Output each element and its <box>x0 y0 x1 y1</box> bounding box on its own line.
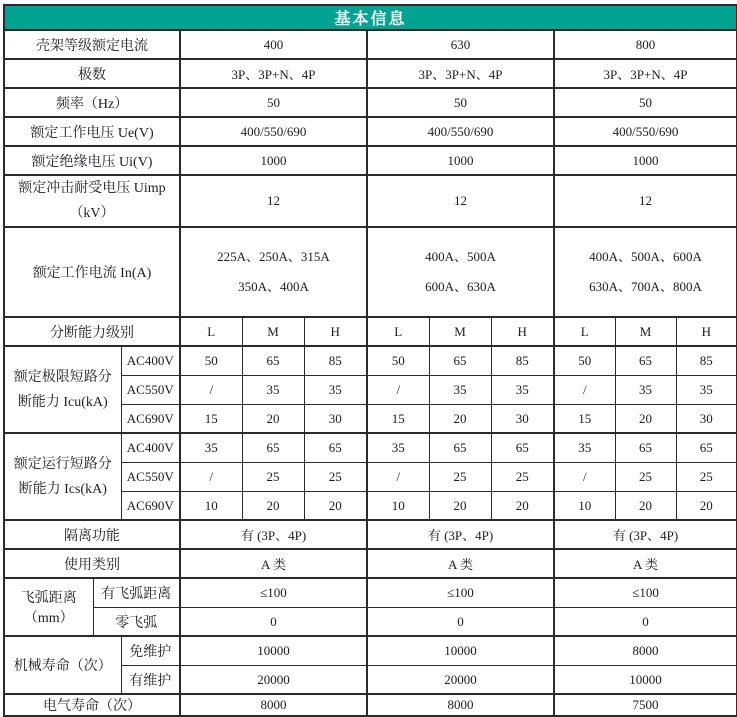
arc-value: ≤100 <box>554 578 737 607</box>
frequency-label: 频率（Hz） <box>4 88 180 117</box>
ics-cell: 20 <box>304 491 367 520</box>
ics-cell: 65 <box>615 433 676 462</box>
ics-cell: / <box>180 462 242 491</box>
isolation-value: 有 (3P、4P) <box>554 520 737 549</box>
uimp-label-line1: 额定冲击耐受电压 Uimp <box>18 181 166 196</box>
row-breaking-grade <box>4 317 737 346</box>
ics-cell: 25 <box>676 462 737 491</box>
ics-cell: 25 <box>242 462 304 491</box>
basic-info-table <box>3 4 737 717</box>
icu-label-line2: 断能力 Icu(kA) <box>17 394 108 410</box>
mech-value: 20000 <box>367 665 554 694</box>
row-frequency <box>4 88 737 117</box>
ics-cell: 25 <box>615 462 676 491</box>
icu-cell: 35 <box>491 375 554 404</box>
uimp-value: 12 <box>367 175 554 227</box>
icu-cell: / <box>367 375 429 404</box>
ui-value: 1000 <box>180 146 367 175</box>
poles-value: 3P、3P+N、4P <box>554 59 737 88</box>
in-current-value <box>180 227 367 317</box>
ue-value: 400/550/690 <box>180 117 367 146</box>
icu-cell: 65 <box>242 346 304 375</box>
in-current-line: 630A、700A、800A <box>589 279 702 295</box>
row-elec-life <box>4 694 737 716</box>
ics-cell: 25 <box>491 462 554 491</box>
icu-cell: 85 <box>304 346 367 375</box>
ics-cell: 65 <box>491 433 554 462</box>
ics-cell: / <box>367 462 429 491</box>
isolation-value: 有 (3P、4P) <box>367 520 554 549</box>
row-icu-ac400v <box>4 346 737 375</box>
in-current-line: 600A、630A <box>425 279 496 295</box>
ics-sub-label: AC690V <box>121 491 180 520</box>
in-current-label: 额定工作电流 In(A) <box>4 227 180 317</box>
icu-cell: 30 <box>491 404 554 433</box>
ue-value: 400/550/690 <box>367 117 554 146</box>
icu-cell: 35 <box>242 375 304 404</box>
ics-cell: 35 <box>180 433 242 462</box>
icu-cell: 50 <box>367 346 429 375</box>
row-ics-ac400v <box>4 433 737 462</box>
row-poles <box>4 59 737 88</box>
in-current-line: 400A、500A <box>425 249 496 265</box>
ics-label-line1: 额定运行短路分 <box>13 456 112 472</box>
ics-cell: / <box>554 462 615 491</box>
ics-cell: 65 <box>676 433 737 462</box>
elec-life-label: 电气寿命（次） <box>4 694 180 716</box>
ui-value: 1000 <box>554 146 737 175</box>
poles-value: 3P、3P+N、4P <box>180 59 367 88</box>
row-uimp <box>4 175 737 227</box>
arc-value: ≤100 <box>180 578 367 607</box>
row-frame-current <box>4 30 737 59</box>
arc-value: 0 <box>180 607 367 636</box>
in-current-line: 225A、250A、315A <box>217 249 330 265</box>
elec-value: 8000 <box>367 694 554 716</box>
frequency-value: 50 <box>367 88 554 117</box>
arc-sub-label: 有飞弧距离 <box>93 578 180 607</box>
elec-value: 8000 <box>180 694 367 716</box>
ics-cell: 35 <box>367 433 429 462</box>
mech-value: 8000 <box>554 636 737 665</box>
in-current-value <box>367 227 554 317</box>
grade-cell: H <box>676 317 737 346</box>
icu-cell: 15 <box>367 404 429 433</box>
grade-cell: L <box>180 317 242 346</box>
ics-cell: 35 <box>554 433 615 462</box>
grade-cell: H <box>491 317 554 346</box>
icu-cell: 65 <box>615 346 676 375</box>
icu-cell: 30 <box>304 404 367 433</box>
icu-cell: 50 <box>554 346 615 375</box>
frame-current-value: 800 <box>554 30 737 59</box>
grade-cell: M <box>242 317 304 346</box>
mech-sub-label: 免维护 <box>121 636 180 665</box>
ics-cell: 10 <box>554 491 615 520</box>
ics-cell: 65 <box>242 433 304 462</box>
icu-cell: 35 <box>615 375 676 404</box>
ics-cell: 10 <box>367 491 429 520</box>
frequency-value: 50 <box>180 88 367 117</box>
ics-cell: 25 <box>429 462 491 491</box>
icu-cell: 85 <box>676 346 737 375</box>
ics-cell: 20 <box>615 491 676 520</box>
frame-current-value: 400 <box>180 30 367 59</box>
ics-cell: 20 <box>429 491 491 520</box>
icu-cell: 50 <box>180 346 242 375</box>
ics-cell: 20 <box>491 491 554 520</box>
grade-cell: M <box>615 317 676 346</box>
isolation-value: 有 (3P、4P) <box>180 520 367 549</box>
ui-label: 额定绝缘电压 Ui(V) <box>4 146 180 175</box>
icu-cell: 65 <box>429 346 491 375</box>
arc-value: ≤100 <box>367 578 554 607</box>
icu-sub-label: AC550V <box>121 375 180 404</box>
row-mech-life-free <box>4 636 737 665</box>
icu-label <box>4 346 121 433</box>
uimp-label <box>4 175 180 227</box>
ics-label <box>4 433 121 520</box>
row-ue <box>4 117 737 146</box>
row-zero-arc <box>4 607 737 636</box>
category-label: 使用类别 <box>4 549 180 578</box>
uimp-value: 12 <box>180 175 367 227</box>
uimp-value: 12 <box>554 175 737 227</box>
arc-label <box>4 578 93 636</box>
grade-cell: L <box>367 317 429 346</box>
icu-cell: 30 <box>676 404 737 433</box>
ue-value: 400/550/690 <box>554 117 737 146</box>
arc-value: 0 <box>367 607 554 636</box>
icu-cell: 35 <box>304 375 367 404</box>
row-category <box>4 549 737 578</box>
icu-cell: 20 <box>615 404 676 433</box>
category-value: A 类 <box>554 549 737 578</box>
elec-value: 7500 <box>554 694 737 716</box>
mech-value: 20000 <box>180 665 367 694</box>
grade-cell: L <box>554 317 615 346</box>
ics-cell: 10 <box>180 491 242 520</box>
icu-sub-label: AC400V <box>121 346 180 375</box>
ics-cell: 65 <box>304 433 367 462</box>
row-isolation <box>4 520 737 549</box>
in-current-line: 350A、400A <box>238 279 309 295</box>
icu-cell: 35 <box>676 375 737 404</box>
mech-life-label: 机械寿命（次） <box>4 636 121 694</box>
grade-cell: M <box>429 317 491 346</box>
arc-value: 0 <box>554 607 737 636</box>
arc-label-line1: 飞弧距离 <box>20 591 77 607</box>
frequency-value: 50 <box>554 88 737 117</box>
ui-value: 1000 <box>367 146 554 175</box>
poles-value: 3P、3P+N、4P <box>367 59 554 88</box>
ics-cell: 20 <box>242 491 304 520</box>
row-in-current <box>4 227 737 317</box>
ics-cell: 65 <box>429 433 491 462</box>
icu-cell: 15 <box>554 404 615 433</box>
category-value: A 类 <box>367 549 554 578</box>
in-current-value <box>554 227 737 317</box>
frame-current-value: 630 <box>367 30 554 59</box>
arc-label-line2: （mm） <box>23 611 74 627</box>
icu-cell: / <box>180 375 242 404</box>
uimp-label-line2: （kV） <box>69 206 115 222</box>
arc-sub-label: 零飞弧 <box>93 607 180 636</box>
icu-cell: 85 <box>491 346 554 375</box>
ics-cell: 25 <box>304 462 367 491</box>
mech-value: 10000 <box>367 636 554 665</box>
mech-value: 10000 <box>554 665 737 694</box>
icu-sub-label: AC690V <box>121 404 180 433</box>
grade-cell: H <box>304 317 367 346</box>
mech-value: 10000 <box>180 636 367 665</box>
table-title: 基本信息 <box>4 5 737 30</box>
ics-cell: 20 <box>676 491 737 520</box>
row-ui <box>4 146 737 175</box>
isolation-label: 隔离功能 <box>4 520 180 549</box>
in-current-line: 400A、500A、600A <box>589 249 702 265</box>
icu-cell: 15 <box>180 404 242 433</box>
icu-cell: 20 <box>242 404 304 433</box>
breaking-grade-label: 分断能力级别 <box>4 317 180 346</box>
mech-sub-label: 有维护 <box>121 665 180 694</box>
table-title-row <box>4 5 737 30</box>
icu-label-line1: 额定极限短路分 <box>13 369 112 385</box>
ics-sub-label: AC400V <box>121 433 180 462</box>
row-arc-distance <box>4 578 737 607</box>
category-value: A 类 <box>180 549 367 578</box>
icu-cell: 35 <box>429 375 491 404</box>
ics-label-line2: 断能力 Ics(kA) <box>18 481 107 497</box>
icu-cell: / <box>554 375 615 404</box>
ics-sub-label: AC550V <box>121 462 180 491</box>
frame-current-label: 壳架等级额定电流 <box>4 30 180 59</box>
icu-cell: 20 <box>429 404 491 433</box>
poles-label: 极数 <box>4 59 180 88</box>
ue-label: 额定工作电压 Ue(V) <box>4 117 180 146</box>
